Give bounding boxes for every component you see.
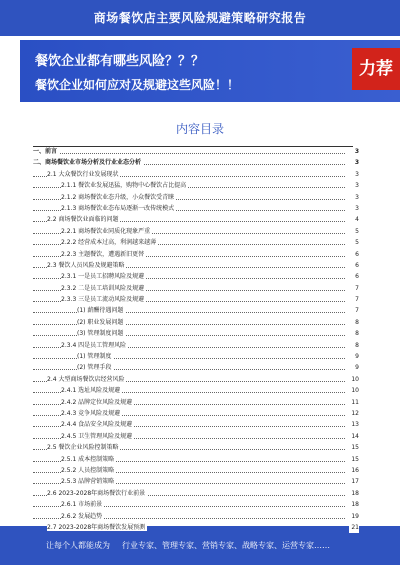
toc-entry[interactable] bbox=[33, 180, 359, 191]
toc-entry-page: 7 bbox=[353, 305, 359, 316]
toc-entry-text: 2.1.2 商场餐饮业态升级，小众餐饮受青睐 bbox=[61, 193, 175, 201]
toc-entry[interactable] bbox=[33, 340, 359, 351]
toc-entry-text: (2) 职业发展问题 bbox=[77, 318, 124, 326]
toc-entry-page: 8 bbox=[353, 317, 359, 328]
toc-leader-dots bbox=[33, 153, 345, 154]
toc-entry-page: 16 bbox=[349, 465, 359, 476]
toc-entry-page: 6 bbox=[353, 260, 359, 271]
toc-list bbox=[33, 146, 359, 533]
toc-entry-page: 8 bbox=[353, 340, 359, 351]
toc-entry-text: 2.1 大众餐饮行业发展现状 bbox=[47, 170, 119, 178]
toc-entry-page: 15 bbox=[349, 442, 359, 453]
banner-answer: 餐饮企业如何应对及规避这些风险！！ bbox=[35, 78, 240, 92]
toc-entry[interactable] bbox=[33, 465, 359, 476]
toc-entry[interactable] bbox=[33, 476, 359, 487]
toc-entry-text: 2.3.2 二是员工培训风险及规避 bbox=[61, 284, 145, 292]
toc-entry-text: 2.1.3 商场餐饮业态布局逐渐一改传统模式 bbox=[61, 204, 175, 212]
toc-entry-text: 2.5.2 人员控制策略 bbox=[61, 466, 115, 474]
toc-entry-text: 2.6.2 发展趋势 bbox=[61, 512, 103, 520]
toc-entry[interactable] bbox=[33, 454, 359, 465]
toc-entry-text: 2.2.3 主题餐饮，遭遇新旧更替 bbox=[61, 250, 145, 258]
toc-entry-text: 二、商场餐饮业市场分析及行业业态分析 bbox=[33, 159, 142, 167]
toc-entry[interactable] bbox=[33, 419, 359, 430]
footer bbox=[0, 523, 400, 565]
toc-entry-text: 2.4.4 食品安全风险及规避 bbox=[61, 421, 133, 429]
toc-entry[interactable] bbox=[33, 169, 359, 180]
toc-entry-page: 5 bbox=[353, 237, 359, 248]
toc-entry[interactable] bbox=[33, 385, 359, 396]
toc-entry-text: 2.4.1 选址风险及规避 bbox=[61, 387, 121, 395]
toc-entry-text: 2.7 2023-2028年商场餐饮发展预测 bbox=[47, 523, 146, 531]
toc-entry-page: 18 bbox=[349, 488, 359, 499]
toc-entry-page: 11 bbox=[349, 397, 359, 408]
toc-entry[interactable] bbox=[33, 146, 359, 157]
toc-entry-page: 19 bbox=[349, 511, 359, 522]
toc-entry-page: 15 bbox=[349, 454, 359, 465]
toc-entry-text: 2.4 大型商场餐饮店经营风险 bbox=[47, 375, 125, 383]
toc-entry-page: 10 bbox=[349, 374, 359, 385]
toc-entry-page: 3 bbox=[353, 192, 359, 203]
toc-entry[interactable] bbox=[33, 305, 359, 316]
toc-entry[interactable] bbox=[33, 192, 359, 203]
toc-entry-text: 2.2.1 商场餐饮业同质化现象严重 bbox=[61, 227, 151, 235]
toc-entry-page: 9 bbox=[353, 362, 359, 373]
toc-entry[interactable] bbox=[33, 260, 359, 271]
toc-entry-page: 14 bbox=[349, 431, 359, 442]
toc-entry-text: 2.2.2 经营成本过高，利润越来越薄 bbox=[61, 239, 157, 247]
toc-entry[interactable] bbox=[33, 431, 359, 442]
toc-entry[interactable] bbox=[33, 317, 359, 328]
toc-entry-text: 2.5 餐饮企业风险控制策略 bbox=[47, 444, 119, 452]
toc-entry-text: 2.3.3 三是员工流动风险及规避 bbox=[61, 296, 145, 304]
toc-entry-page: 12 bbox=[349, 408, 359, 419]
toc-entry-page: 18 bbox=[349, 499, 359, 510]
toc-entry-text: 2.6.1 市场前景 bbox=[61, 501, 103, 509]
toc-entry[interactable] bbox=[33, 362, 359, 373]
toc-entry-page: 7 bbox=[353, 294, 359, 305]
toc-entry[interactable] bbox=[33, 488, 359, 499]
toc-entry-text: 2.4.2 品牌定位风险及规避 bbox=[61, 398, 133, 406]
banner-question: 餐饮企业都有哪些风险？？？ bbox=[35, 54, 205, 69]
toc-entry-text: (1) 管理制度 bbox=[77, 353, 112, 361]
toc-entry[interactable] bbox=[33, 157, 359, 168]
toc-entry[interactable] bbox=[33, 408, 359, 419]
toc-entry-page: 3 bbox=[353, 146, 359, 157]
toc-entry-text: (2) 管理手段 bbox=[77, 364, 112, 372]
toc-entry[interactable] bbox=[33, 203, 359, 214]
toc-entry-text: 一、前言 bbox=[33, 148, 58, 155]
toc-entry[interactable] bbox=[33, 397, 359, 408]
toc-entry[interactable] bbox=[33, 351, 359, 362]
brand-logo: 力荐 bbox=[352, 48, 400, 90]
footer-experts: 行业专家、管理专家、营销专家、战略专家、运营专家…… bbox=[122, 541, 330, 550]
toc-entry-text: 2.6 2023-2028年商场餐饮行业前景 bbox=[47, 489, 146, 497]
toc-entry-page: 3 bbox=[353, 157, 359, 168]
toc-entry-text: 2.4.5 卫生管理风险及规避 bbox=[61, 432, 133, 440]
toc-entry[interactable] bbox=[33, 511, 359, 522]
toc-entry[interactable] bbox=[33, 499, 359, 510]
toc-entry[interactable] bbox=[33, 226, 359, 237]
report-title: 商场餐饮店主要风险规避策略研究报告 bbox=[93, 11, 307, 25]
toc-entry[interactable] bbox=[33, 442, 359, 453]
toc-entry[interactable] bbox=[33, 283, 359, 294]
toc-entry-page: 6 bbox=[353, 271, 359, 282]
toc-entry-text: 2.2 商场餐饮业面临的问题 bbox=[47, 216, 119, 224]
toc-entry-page: 3 bbox=[353, 203, 359, 214]
toc-entry-page: 17 bbox=[349, 476, 359, 487]
toc-entry-page: 10 bbox=[349, 385, 359, 396]
toc-entry[interactable] bbox=[33, 328, 359, 339]
toc-entry[interactable] bbox=[33, 294, 359, 305]
toc-entry[interactable] bbox=[33, 249, 359, 260]
toc-entry-page: 9 bbox=[353, 351, 359, 362]
toc-entry-page: 3 bbox=[353, 180, 359, 191]
toc-entry-page: 5 bbox=[353, 226, 359, 237]
toc-entry-text: 2.3.4 四是员工管理风险 bbox=[61, 341, 127, 349]
toc-entry-page: 7 bbox=[353, 283, 359, 294]
toc-entry-page: 6 bbox=[353, 249, 359, 260]
toc-entry-text: 2.1.1 餐饮业发展迅猛，购物中心餐饮占比提高 bbox=[61, 182, 187, 190]
toc-entry-page: 13 bbox=[349, 419, 359, 430]
toc-entry-page: 3 bbox=[353, 169, 359, 180]
footer-slogan: 让每个人都能成为 bbox=[46, 541, 110, 550]
toc-entry-page: 4 bbox=[353, 214, 359, 225]
toc-entry-page: 21 bbox=[349, 522, 359, 533]
toc-title: 内容目录 bbox=[175, 122, 224, 136]
toc-entry[interactable] bbox=[33, 214, 359, 225]
toc-entry[interactable] bbox=[33, 374, 359, 385]
toc-entry-text: (1) 薪酬待遇问题 bbox=[77, 307, 124, 315]
toc-entry-page: 8 bbox=[353, 328, 359, 339]
toc-entry-text: 2.4.3 竞争风险及规避 bbox=[61, 409, 121, 417]
toc-entry[interactable] bbox=[33, 237, 359, 248]
toc-entry-text: 2.3 餐饮人员风险及规避策略 bbox=[47, 261, 125, 269]
toc-entry-text: 2.5.1 成本控制策略 bbox=[61, 455, 115, 463]
toc-entry-text: (3) 管理制度问题 bbox=[77, 330, 124, 338]
toc-entry[interactable] bbox=[33, 271, 359, 282]
toc-entry-text: 2.3.1 一是员工招聘风险及规避 bbox=[61, 273, 145, 281]
toc-entry-text: 2.5.3 品牌营销策略 bbox=[61, 478, 115, 486]
